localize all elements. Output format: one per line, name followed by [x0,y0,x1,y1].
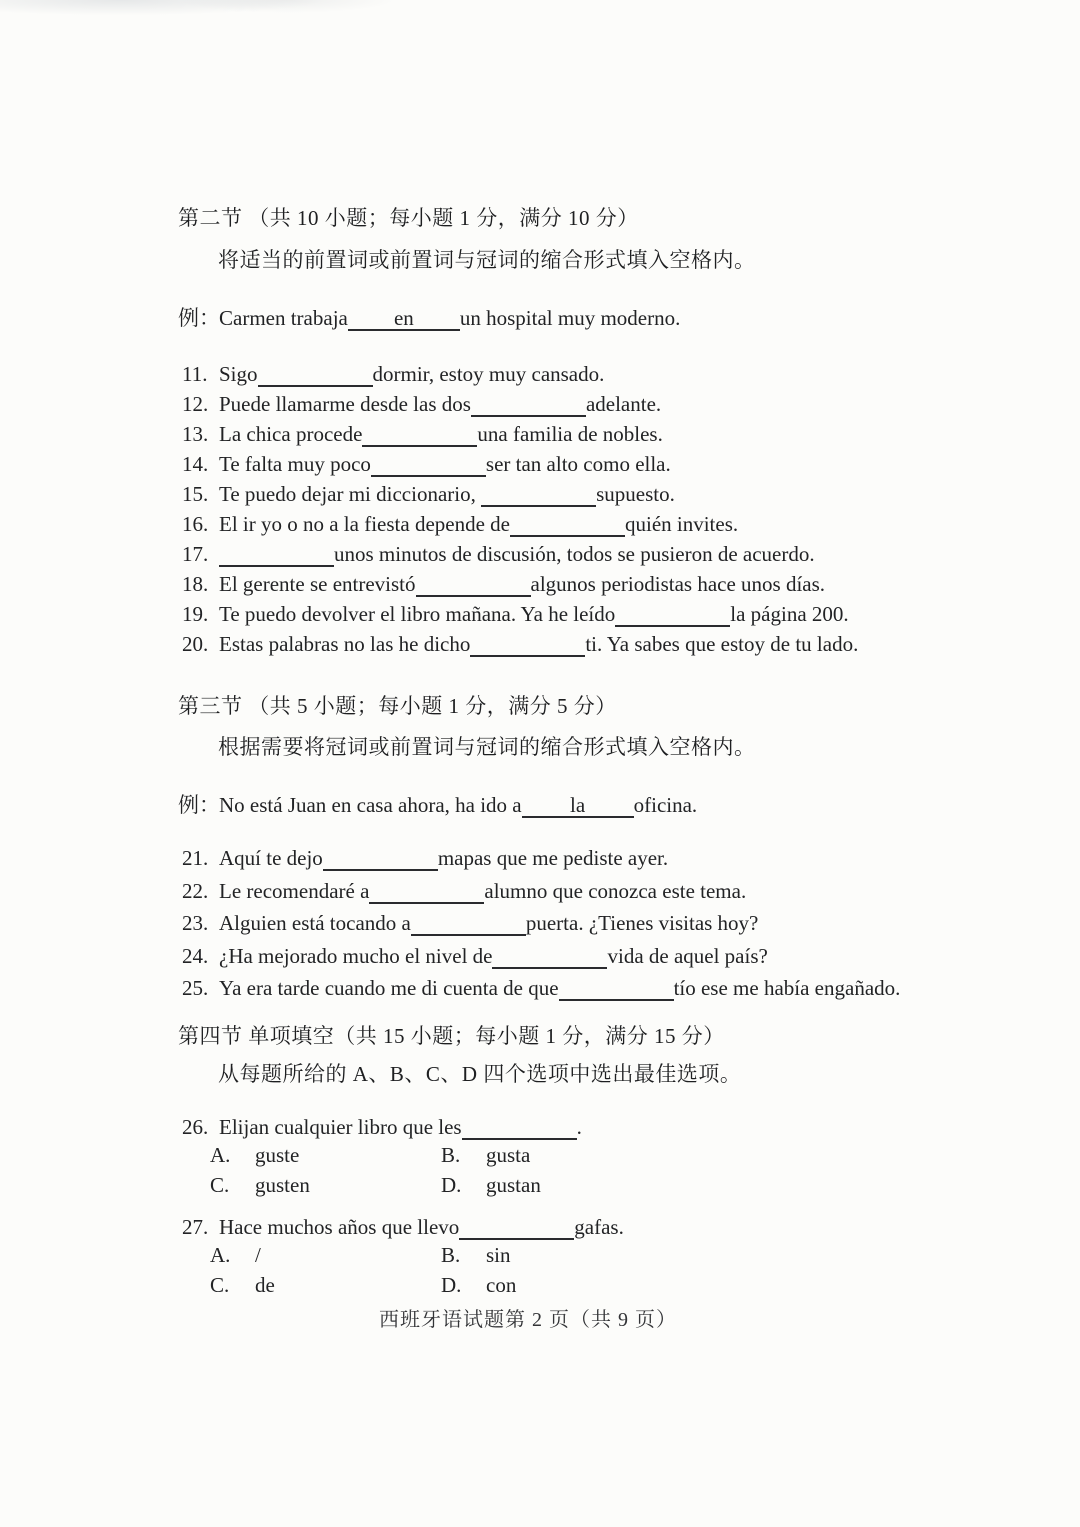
section2-instruction: 将适当的前置词或前置词与冠词的缩合形式填入空格内。 [218,248,756,272]
option-item [210,1143,441,1168]
question-text-pre: Hace muchos años que llevo [219,1215,460,1239]
question-row [182,632,858,662]
question-number: 14. [182,452,209,476]
question-text-post: la página 200. [730,602,849,626]
section4-instruction: 从每题所给的 A、B、C、D 四个选项中选出最佳选项。 [218,1062,742,1086]
question-text-post: ti. Ya sabes que estoy de tu lado. [585,632,859,656]
option-text: guste [255,1143,300,1167]
question-number: 16. [182,512,209,536]
option-item [441,1173,541,1198]
question-text-pre: La chica procede [219,422,363,446]
question-number: 24. [182,943,209,968]
option-text: de [255,1273,275,1297]
question-text-post: gafas. [574,1215,624,1239]
question-text-post: unos minutos de discusión, todos se pusieron de acuerdo. [334,542,815,566]
question-row [182,1215,624,1240]
section4-heading: 第四节 单项填空（共 15 小题；每小题 1 分，满分 15 分） [178,1024,725,1048]
question-text-post: dormir, estoy muy cansado. [372,362,605,386]
question-number: 27. [182,1215,209,1239]
option-text: sin [486,1243,511,1267]
section2-example [178,302,680,332]
section3-questions [182,846,900,1009]
answer-blank [411,913,526,936]
answer-blank [323,848,438,871]
question-text-post: mapas que me pediste ayer. [437,846,669,870]
question-text-post: algunos periodistas hace unos días. [530,572,826,596]
example-answer: en [393,306,414,330]
option-item [441,1243,516,1268]
question-text-pre: Puede llamarme desde las dos [219,392,471,416]
question-text-post: ser tan alto como ella. [485,452,671,476]
example-text-post: oficina. [633,793,698,817]
question-text-post: quién invites. [624,512,739,536]
question-row [182,846,900,879]
question-number: 11. [182,362,208,386]
answer-blank [510,514,625,537]
option-text: gusta [486,1143,531,1167]
question-text-post: adelante. [585,392,662,416]
question-text-pre: Te falta muy poco [219,452,371,476]
options-grid [210,1143,541,1198]
option-label: D. [441,1273,462,1297]
question-text-pre: Estas palabras no las he dicho [219,632,471,656]
question-text-pre: ¿Ha mejorado mucho el nivel de [219,943,493,968]
example-label: 例： [178,793,220,817]
option-text: / [255,1243,261,1267]
question-text-pre: Te puedo devolver el libro mañana. Ya he leído [219,602,616,626]
question-text-post: alumno que conozca este tema. [484,878,747,903]
question-row [182,422,858,452]
section2-heading: 第二节 （共 10 小题；每小题 1 分，满分 10 分） [178,206,639,230]
options-grid [210,1243,516,1298]
question-text-pre: Ya era tarde cuando me di cuenta de que [219,976,559,1000]
section3-example [178,789,697,819]
scan-artifact [0,0,480,22]
answer-blank [459,1217,574,1240]
question-number: 22. [182,878,209,903]
question-text-pre: Elijan cualquier libro que les [219,1115,462,1139]
page-footer: 西班牙语试题第 2 页（共 9 页） [379,1309,677,1331]
answer-blank [219,544,334,567]
question-number: 19. [182,602,209,626]
question-text-post: vida de aquel país? [607,943,768,968]
example-answer-blank [522,795,634,818]
answer-blank [362,424,477,447]
question-row [182,452,858,482]
example-answer-blank [348,308,460,331]
question-row [182,976,900,1009]
answer-blank [615,604,730,627]
option-item [441,1143,541,1168]
option-label: B. [441,1243,461,1267]
answer-blank [258,364,373,387]
answer-blank [492,946,607,969]
question-text-post: . [576,1115,582,1139]
question-row [182,392,858,422]
question-text-pre: Alguien está tocando a [219,911,411,935]
answer-blank [559,978,674,1001]
question-number: 20. [182,632,209,656]
answer-blank [462,1117,577,1140]
question-row [182,944,900,977]
option-label: C. [210,1273,230,1297]
option-label: D. [441,1173,462,1197]
question-row [182,1115,582,1140]
question-text-post: supuesto. [596,482,675,506]
question-row [182,512,858,542]
example-text-pre: Carmen trabaja [219,306,348,330]
question-row [182,911,900,944]
question-number: 25. [182,976,209,1000]
option-text: gustan [486,1173,541,1197]
question-number: 23. [182,911,209,935]
question-text-pre: El ir yo o no a la fiesta depende de [219,512,510,536]
section2-questions [182,362,858,662]
example-label: 例： [178,306,220,330]
question-row [182,572,858,602]
option-label: B. [441,1143,461,1167]
option-label: C. [210,1173,230,1197]
question-number: 15. [182,482,209,506]
option-item [210,1173,441,1198]
answer-blank [371,454,486,477]
question-row [182,362,858,392]
question-row [182,482,858,512]
question-text-post: una familia de nobles. [477,422,663,446]
option-item [210,1273,441,1298]
question-number: 21. [182,846,209,870]
option-item [210,1243,441,1268]
option-text: gusten [255,1173,310,1197]
question-number: 17. [182,542,209,566]
question-text-pre: Te puedo dejar mi diccionario, [219,482,482,506]
question-text-pre: Le recomendaré a [219,878,370,903]
question-text-pre: Aquí te dejo [219,846,323,870]
question-number: 18. [182,572,209,596]
question-row [182,542,858,572]
example-text-pre: No está Juan en casa ahora, ha ido a [219,793,522,817]
answer-blank [470,634,585,657]
answer-blank [369,881,484,904]
section3-instruction: 根据需要将冠词或前置词与冠词的缩合形式填入空格内。 [218,735,756,759]
question-text-pre: Sigo [219,362,258,386]
example-text-post: un hospital muy moderno. [459,306,681,330]
question-number: 26. [182,1115,209,1139]
option-label: A. [210,1143,231,1167]
answer-blank [471,394,586,417]
example-answer: la [570,793,586,817]
question-text-pre: El gerente se entrevistó [219,572,416,596]
answer-blank [416,574,531,597]
question-number: 13. [182,422,209,446]
option-text: con [486,1273,517,1297]
question-row [182,602,858,632]
option-label: A. [210,1243,231,1267]
section3-heading: 第三节 （共 5 小题；每小题 1 分，满分 5 分） [178,694,617,718]
option-item [441,1273,516,1298]
question-number: 12. [182,392,209,416]
answer-blank [481,484,596,507]
question-text-post: puerta. ¿Tienes visitas hoy? [525,911,759,935]
question-row [182,879,900,912]
question-text-post: tío ese me había engañado. [673,976,901,1000]
